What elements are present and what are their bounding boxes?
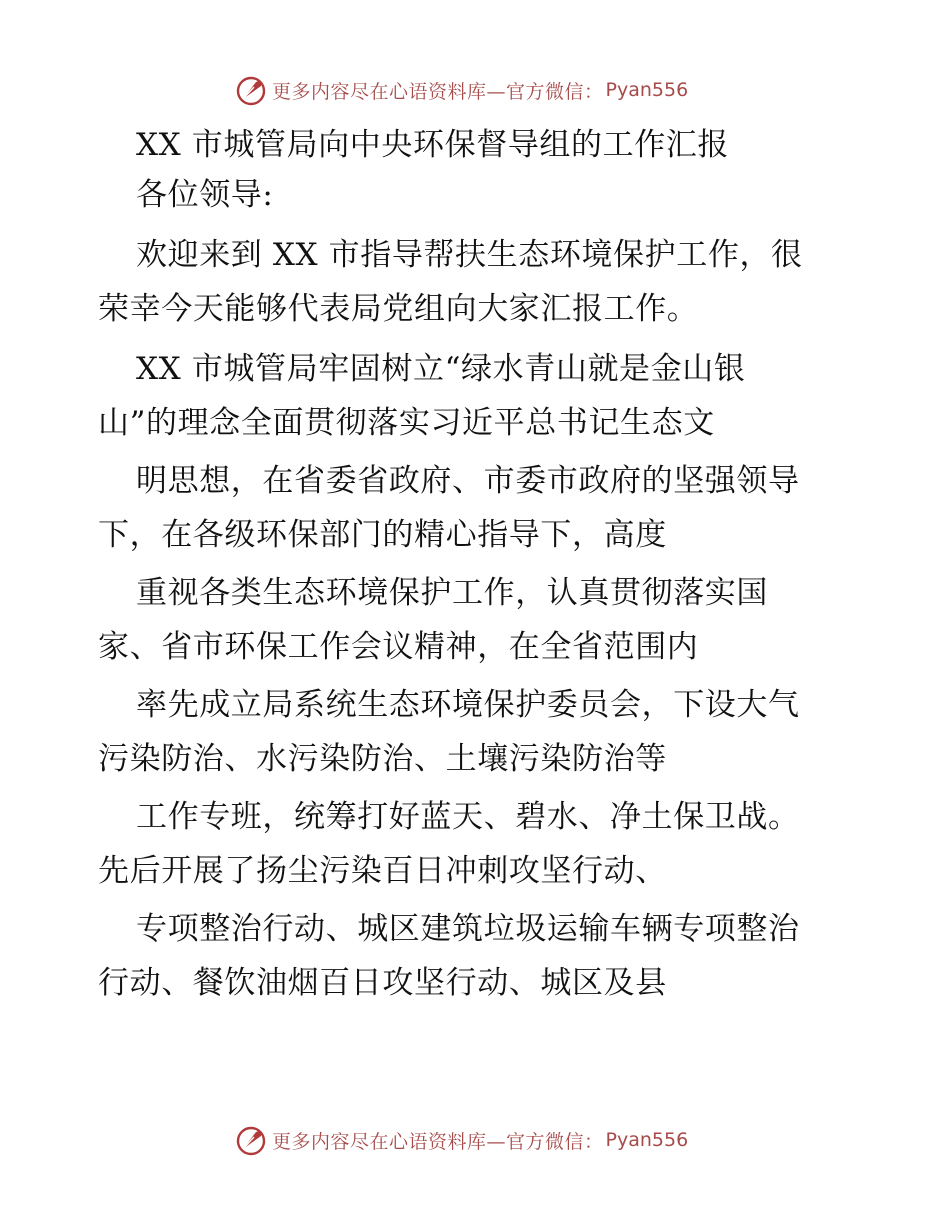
paragraph-line: 工作专班，统筹打好蓝天、碧水、净土保卫战。 <box>136 799 800 835</box>
feather-pen-logo-icon <box>234 1123 268 1157</box>
watermark-text: 更多内容尽在心语资料库—官方微信： <box>272 80 604 103</box>
paragraph-line: 下，在各级环保部门的精心指导下，高度 <box>98 517 667 553</box>
salutation: 各位领导: <box>136 177 274 213</box>
watermark-wechat-id: Pyan556 <box>605 79 689 101</box>
document-title: XX 市城管局向中央环保督导组的工作汇报 <box>136 127 729 163</box>
header-watermark <box>234 72 688 108</box>
paragraph-line: 明思想，在省委省政府、市委市政府的坚强领导 <box>136 463 800 499</box>
feather-pen-logo-icon <box>234 73 268 107</box>
paragraph-line: 荣幸今天能够代表局党组向大家汇报工作。 <box>98 291 699 327</box>
paragraph-line: 行动、餐饮油烟百日攻坚行动、城区及县 <box>98 965 667 1001</box>
paragraph-line: 欢迎来到 XX 市指导帮扶生态环境保护工作，很 <box>136 237 803 273</box>
paragraph-line: 率先成立局系统生态环境保护委员会，下设大气 <box>136 687 800 723</box>
paragraph-line: 污染防治、水污染防治、土壤污染防治等 <box>98 741 667 777</box>
paragraph-line: 重视各类生态环境保护工作，认真贯彻落实国 <box>136 575 768 611</box>
watermark-wechat-id: Pyan556 <box>605 1129 689 1151</box>
paragraph-line: 山”的理念全面贯彻落实习近平总书记生态文 <box>98 405 715 441</box>
paragraph-line: 家、省市环保工作会议精神，在全省范围内 <box>98 629 699 665</box>
watermark-text: 更多内容尽在心语资料库—官方微信： <box>272 1130 604 1153</box>
footer-watermark <box>234 1122 688 1158</box>
document-body <box>98 126 858 1002</box>
paragraph-line: XX 市城管局牢固树立“绿水青山就是金山银 <box>136 351 746 387</box>
paragraph-line: 先后开展了扬尘污染百日冲刺攻坚行动、 <box>98 853 667 889</box>
paragraph-line: 专项整治行动、城区建筑垃圾运输车辆专项整治 <box>136 911 800 947</box>
